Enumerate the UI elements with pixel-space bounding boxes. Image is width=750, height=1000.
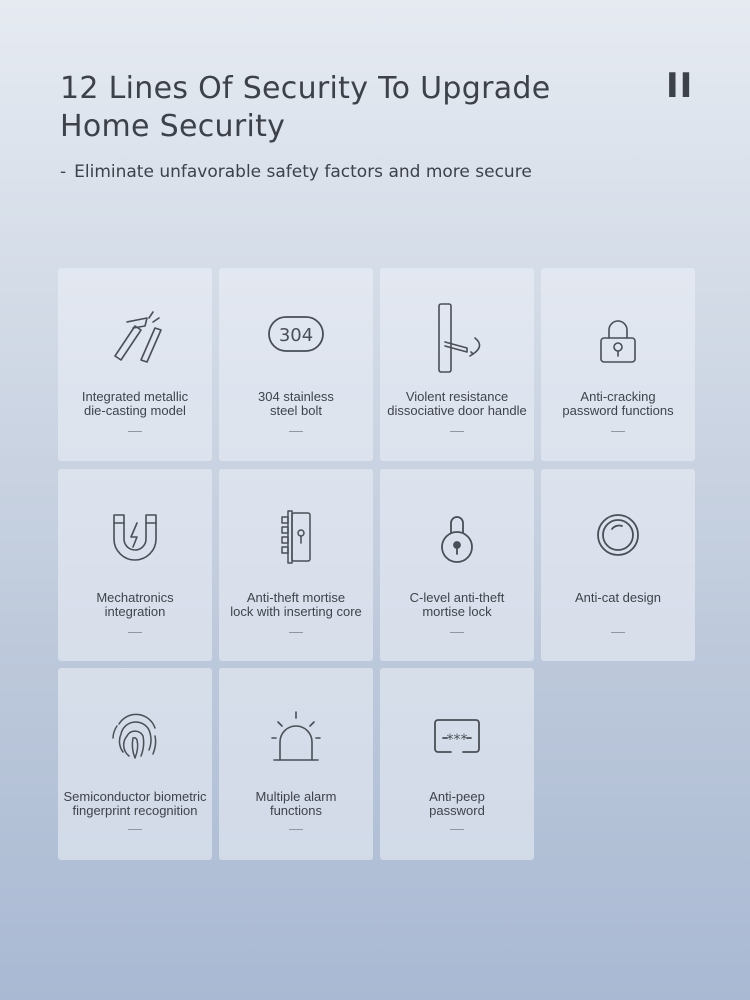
steel-304-badge-icon — [266, 304, 326, 364]
separator — [450, 632, 464, 633]
door-handle-icon — [427, 302, 487, 374]
feature-label-1: Mechatronics — [96, 590, 174, 605]
feature-label-2: functions — [269, 803, 323, 818]
feature-card-fingerprint — [58, 668, 212, 860]
feature-label-1: 304 stainless — [258, 389, 334, 404]
feature-label-2: steel bolt — [269, 403, 323, 418]
title-line-2: Home Security — [60, 109, 286, 144]
feature-card-alarm — [219, 668, 373, 860]
feature-label-1: Violent resistance — [405, 389, 509, 404]
separator — [450, 431, 464, 432]
feature-card-304-steel — [219, 268, 373, 461]
separator — [289, 431, 303, 432]
feature-label-1: Semiconductor biometric — [63, 789, 207, 804]
hammer-icon — [105, 304, 165, 364]
badge-304-text: 304 — [278, 325, 314, 346]
feature-card-door-handle — [380, 268, 534, 461]
separator — [128, 829, 142, 830]
mortise-lock-icon — [266, 505, 326, 565]
feature-card-mortise — [219, 469, 373, 661]
title-line-1: 12 Lines Of Security To Upgrade — [60, 71, 551, 106]
separator — [611, 431, 625, 432]
separator — [289, 829, 303, 830]
feature-label-2: fingerprint recognition — [72, 803, 198, 818]
feature-label-2: die-casting model — [84, 403, 186, 418]
separator — [128, 632, 142, 633]
feature-card-c-level — [380, 469, 534, 661]
feature-label-2: password — [429, 803, 485, 818]
separator — [611, 632, 625, 633]
feature-label-1: Anti-cat design — [575, 590, 661, 605]
subtitle-text: Eliminate unfavorable safety factors and more secure — [74, 162, 532, 182]
alarm-light-icon — [266, 704, 326, 764]
feature-label-1: Anti-peep — [429, 789, 485, 804]
separator — [450, 829, 464, 830]
feature-label-2: password functions — [562, 403, 674, 418]
feature-label-2: mortise lock — [422, 604, 492, 619]
section-number: II — [666, 66, 694, 106]
feature-label-1: Anti-cracking — [580, 389, 656, 404]
separator — [289, 632, 303, 633]
feature-card-anti-peep — [380, 668, 534, 860]
feature-label-1: C-level anti-theft — [409, 590, 505, 605]
password-mask-text: *** — [446, 732, 468, 748]
feature-card-mechatronics — [58, 469, 212, 661]
feature-card-anti-cracking — [541, 268, 695, 461]
separator — [128, 431, 142, 432]
page-title — [60, 70, 620, 146]
subtitle — [60, 162, 532, 182]
anti-cat-icon — [588, 505, 648, 565]
feature-label-1: Multiple alarm — [255, 789, 337, 804]
feature-card-anti-cat — [541, 469, 695, 661]
padlock-icon — [588, 304, 648, 364]
feature-card-die-casting — [58, 268, 212, 461]
feature-label-2: dissociative door handle — [387, 403, 527, 418]
fingerprint-icon — [105, 704, 165, 764]
feature-label-2: lock with inserting core — [230, 604, 362, 619]
password-field-icon — [427, 704, 487, 764]
feature-grid — [58, 268, 698, 868]
c-level-lock-icon — [427, 505, 487, 565]
feature-label-1: Anti-theft mortise — [246, 590, 346, 605]
feature-label-1: Integrated metallic — [81, 389, 189, 404]
feature-label-2: integration — [104, 604, 166, 619]
subtitle-dash: - — [60, 162, 67, 182]
magnet-icon — [105, 505, 165, 565]
